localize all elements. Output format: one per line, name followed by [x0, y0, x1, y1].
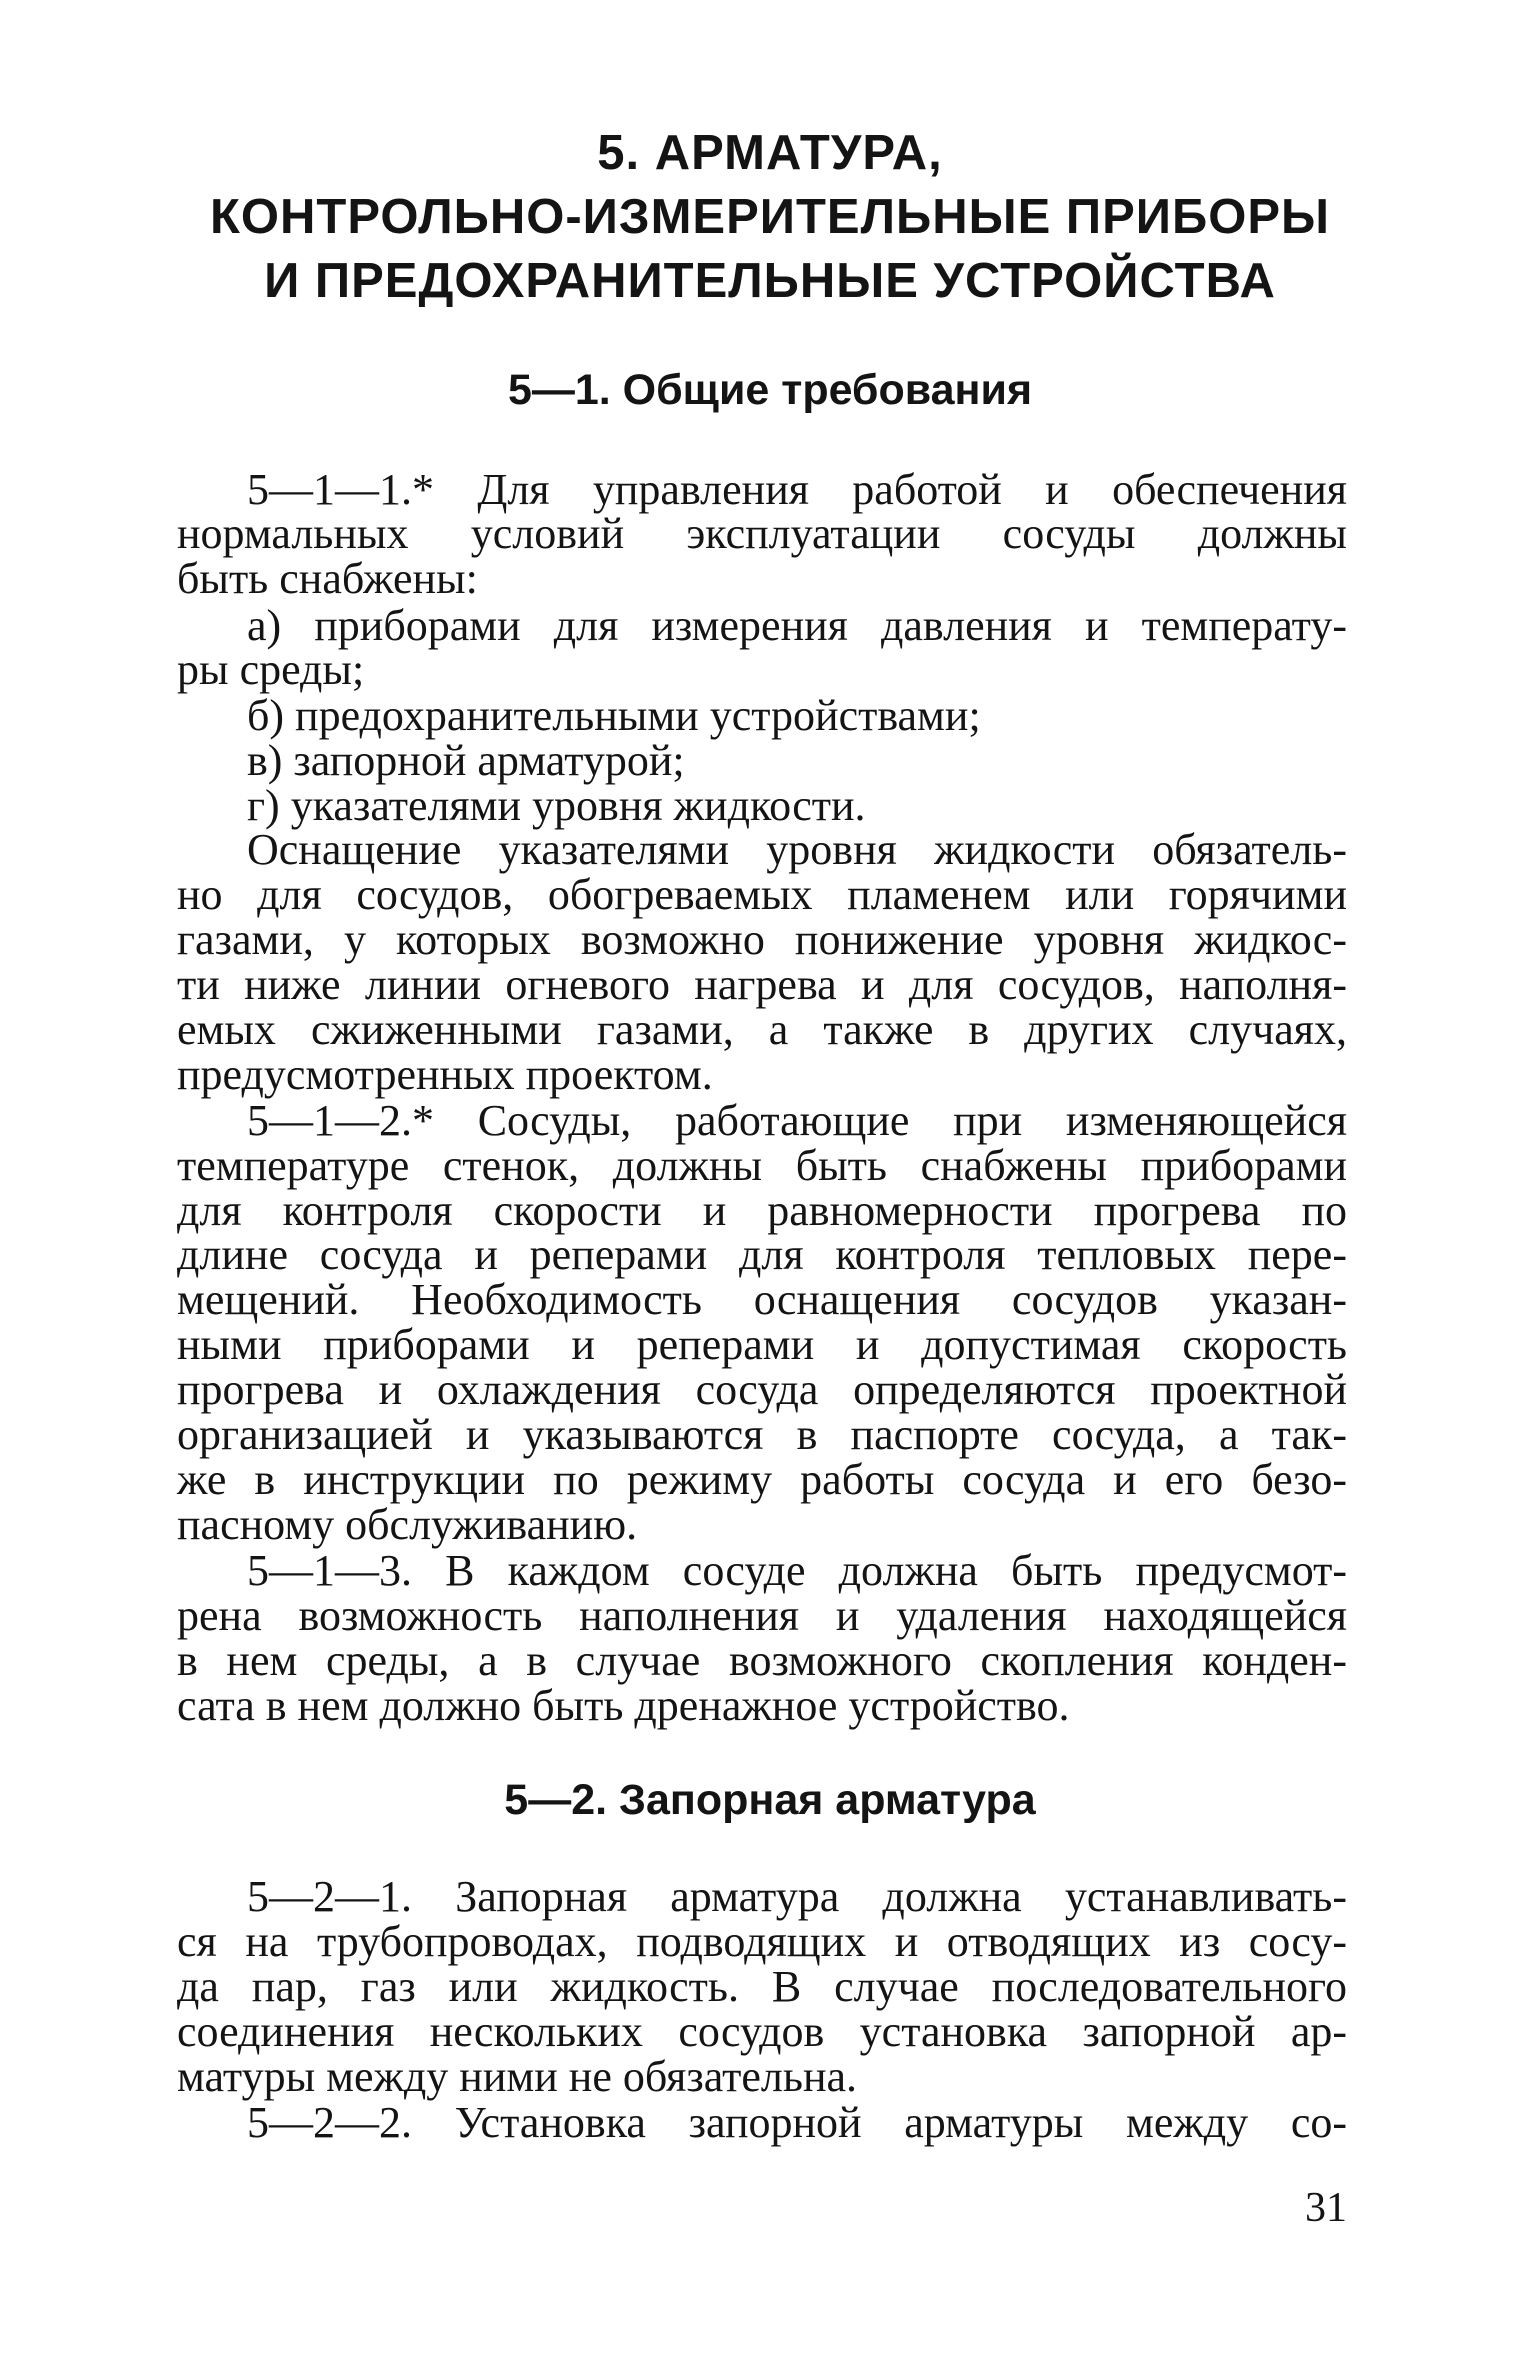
paragraph-line: температуре стенок, должны быть снабжены приборами	[177, 1141, 1347, 1190]
paragraph-line: в нем среды, а в случае возможного скопления конден-	[177, 1636, 1347, 1685]
paragraph-line: ся на трубопроводах, подводящих и отводящих из сосу-	[177, 1917, 1347, 1966]
paragraph-line: 5—2—2. Установка запорной арматуры между со-	[247, 2098, 1347, 2147]
paragraph-line: 5—2—1. Запорная арматура должна устанавливать-	[247, 1872, 1347, 1921]
chapter-heading-line-2: КОНТРОЛЬНО-ИЗМЕРИТЕЛЬНЫЕ ПРИБОРЫ	[210, 190, 1330, 244]
paragraph-line: да пар, газ или жидкость. В случае последовательного	[177, 1962, 1347, 2011]
paragraph-line: быть снабжены:	[177, 554, 478, 603]
paragraph-line: рена возможность наполнения и удаления находящейся	[177, 1591, 1347, 1640]
paragraph-line: 5—1—2.* Сосуды, работающие при изменяющейся	[247, 1096, 1347, 1145]
paragraph-line: сата в нем должно быть дренажное устройство.	[177, 1681, 1070, 1730]
paragraph-line: ти ниже линии огневого нагрева и для сосудов, наполня-	[177, 960, 1347, 1009]
paragraph-line: организацией и указываются в паспорте сосуда, а так-	[177, 1410, 1347, 1459]
paragraph-line: емых сжиженными газами, а также в других случаях,	[177, 1005, 1347, 1054]
paragraph-line: нормальных условий эксплуатации сосуды должны	[177, 509, 1347, 558]
section-5-1-title: 5—1. Общие требования	[507, 366, 1033, 414]
paragraph-line: мещений. Необходимость оснащения сосудов указан-	[177, 1275, 1347, 1324]
paragraph-line: газами, у которых возможно понижение уровня жидкос-	[177, 915, 1347, 964]
paragraph-line: но для сосудов, обогреваемых пламенем или горячими	[177, 870, 1347, 919]
paragraph-line: предусмотренных проектом.	[177, 1050, 713, 1099]
paragraph-line: 5—1—1.* Для управления работой и обеспечения	[247, 465, 1347, 514]
paragraph-line: длине сосуда и реперами для контроля тепловых пере-	[177, 1230, 1347, 1279]
paragraph-line: прогрева и охлаждения сосуда определяются проектной	[177, 1365, 1347, 1414]
paragraph-line: матуры между ними не обязательна.	[177, 2052, 858, 2101]
paragraph-line: для контроля скорости и равномерности прогрева по	[177, 1186, 1347, 1235]
page-number: 31	[1305, 2185, 1347, 2231]
paragraph-line: соединения нескольких сосудов установка запорной ар-	[177, 2007, 1347, 2056]
list-item-line: г) указателями уровня жидкости.	[247, 781, 866, 830]
chapter-heading-line-3: И ПРЕДОХРАНИТЕЛЬНЫЕ УСТРОЙСТВА	[264, 254, 1276, 308]
paragraph-line: ными приборами и реперами и допустимая скорость	[177, 1320, 1347, 1369]
section-5-2-title: 5—2. Запорная арматура	[504, 1776, 1036, 1824]
paragraph-line: 5—1—3. В каждом сосуде должна быть предусмот-	[247, 1546, 1347, 1595]
list-item-line: в) запорной арматурой;	[247, 736, 685, 785]
paragraph-line: пасному обслуживанию.	[177, 1500, 638, 1549]
paragraph-line: Оснащение указателями уровня жидкости обязатель-	[247, 825, 1347, 874]
list-item-line: б) предохранительными устройствами;	[247, 691, 981, 740]
list-item-line: ры среды;	[177, 645, 365, 694]
paragraph-line: же в инструкции по режиму работы сосуда и его безо-	[177, 1455, 1347, 1504]
chapter-heading-line-1: 5. АРМАТУРА,	[597, 126, 943, 180]
list-item-line: а) приборами для измерения давления и температу-	[247, 601, 1347, 650]
